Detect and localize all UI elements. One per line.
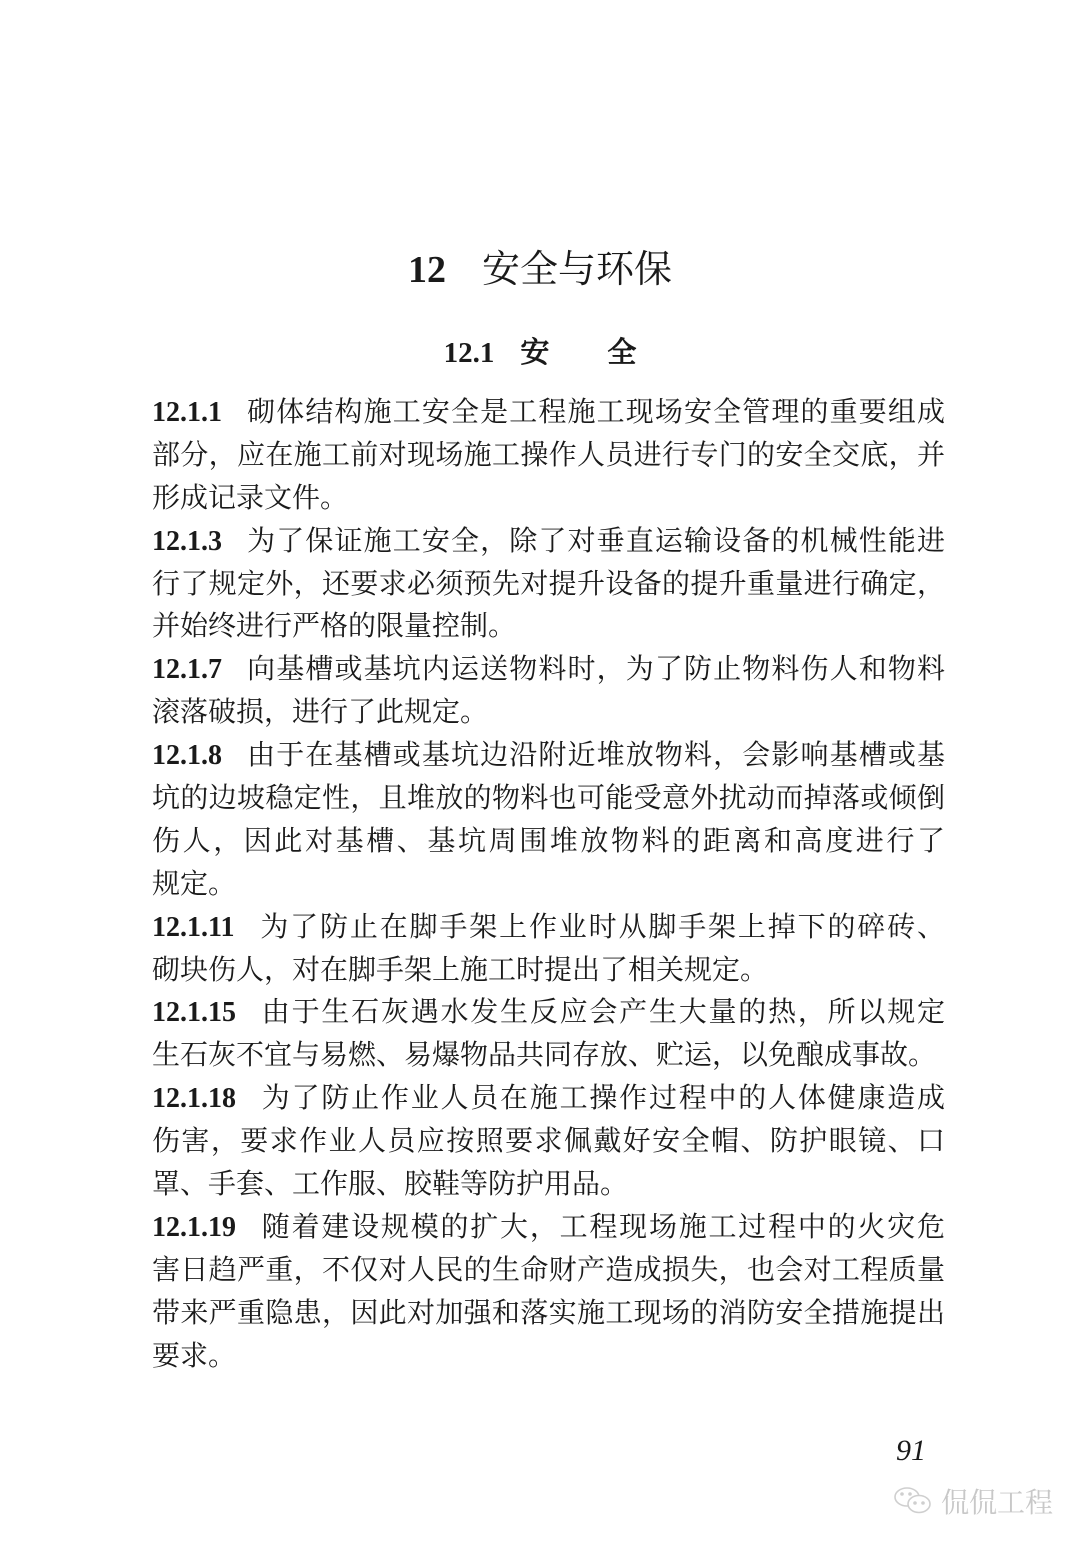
clause-12-1-11 [152,906,945,992]
clause-12-1-8 [152,734,945,906]
line-text: 形成记录文件。 [152,480,349,514]
text-line [152,777,945,820]
line-text: 为了保证施工安全，除了对垂直运输设备的机械性能进 [246,523,945,557]
text-line [152,906,945,949]
clause-number: 12.1.1 [152,397,222,428]
clause-number: 12.1.3 [152,525,222,557]
line-text: 并始终进行严格的限量控制。 [152,609,517,643]
wechat-icon [893,1486,933,1516]
chapter-title [0,238,1080,293]
text-line [152,1034,945,1077]
text-line [152,1206,945,1249]
text-line [152,563,945,606]
text-line [152,1292,945,1335]
clause-12-1-19 [152,1206,945,1378]
chapter-number: 12 [407,249,446,291]
text-line [152,691,945,734]
section-heading [0,330,1080,371]
line-text: 向基槽或基坑内运送物料时，为了防止物料伤人和物料 [246,652,945,686]
line-text: 由于生石灰遇水发生反应会产生大量的热，所以规定 [260,995,945,1029]
text-line [152,820,945,863]
page-number: 91 [896,1434,926,1467]
watermark [893,1481,1053,1521]
text-line [152,1249,945,1292]
line-text: 带来严重隐患，因此对加强和落实施工现场的消防安全措施提出 [152,1295,945,1329]
text-line [152,520,945,563]
clause-number: 12.1.19 [152,1211,236,1243]
line-text: 行了规定外，还要求必须预先对提升设备的提升重量进行确定， [152,566,945,600]
line-text: 伤人，因此对基槽、基坑周围堆放物料的距离和高度进行了 [152,823,945,857]
text-line [152,949,945,992]
line-text: 砌块伤人，对在脚手架上施工时提出了相关规定。 [152,952,769,986]
text-line [152,1077,945,1120]
watermark-text: 侃侃工程 [941,1486,1054,1519]
text-line [152,648,945,691]
text-line [152,434,945,477]
line-text: 滚落破损，进行了此规定。 [152,695,489,729]
text-line [152,1120,945,1163]
clause-12-1-15 [152,991,945,1077]
text-line [152,605,945,648]
line-text: 随着建设规模的扩大，工程现场施工过程中的火灾危 [260,1209,945,1243]
line-text: 为了防止在脚手架上作业时从脚手架上掉下的碎砖、 [258,909,945,943]
text-line [152,477,945,520]
clause-number: 12.1.11 [152,911,235,943]
line-text: 部分，应在施工前对现场施工操作人员进行专门的安全交底，并 [152,437,945,471]
line-text: 害日趋严重，不仅对人民的生命财产造成损失，也会对工程质量 [152,1252,945,1286]
chapter-title-text: 安全与环保 [481,247,672,291]
text-line [152,734,945,777]
text-line [152,1335,945,1378]
clause-number: 12.1.15 [152,997,236,1029]
clause-12-1-3 [152,520,945,649]
line-text: 由于在基槽或基坑边沿附近堆放物料，会影响基槽或基 [246,738,945,772]
document-body [152,391,945,1377]
line-text: 生石灰不宜与易燃、易爆物品共同存放、贮运，以免酿成事故。 [152,1038,937,1072]
text-line [152,863,945,906]
clause-number: 12.1.18 [152,1083,236,1115]
clause-number: 12.1.8 [152,740,222,772]
line-text: 要求。 [152,1338,237,1372]
section-number: 12.1 [443,337,495,369]
line-text: 规定。 [152,866,237,900]
clause-number: 12.1.7 [152,654,222,686]
line-text: 伤害，要求作业人员应按照要求佩戴好安全帽、防护眼镜、口 [152,1124,945,1158]
line-text: 坑的边坡稳定性，且堆放的物料也可能受意外扰动而掉落或倾倒 [152,781,945,815]
text-line [152,391,945,434]
clause-12-1-18 [152,1077,945,1206]
section-title-part: 安 [520,335,550,369]
clause-12-1-7 [152,648,945,734]
clause-12-1-1 [152,391,945,520]
line-text: 为了防止作业人员在施工操作过程中的人体健康造成 [260,1081,945,1115]
section-title-part: 全 [607,335,637,369]
line-text: 砌体结构施工安全是工程施工现场安全管理的重要组成 [246,395,945,428]
line-text: 罩、手套、工作服、胶鞋等防护用品。 [152,1167,629,1201]
text-line [152,991,945,1034]
text-line [152,1163,945,1206]
